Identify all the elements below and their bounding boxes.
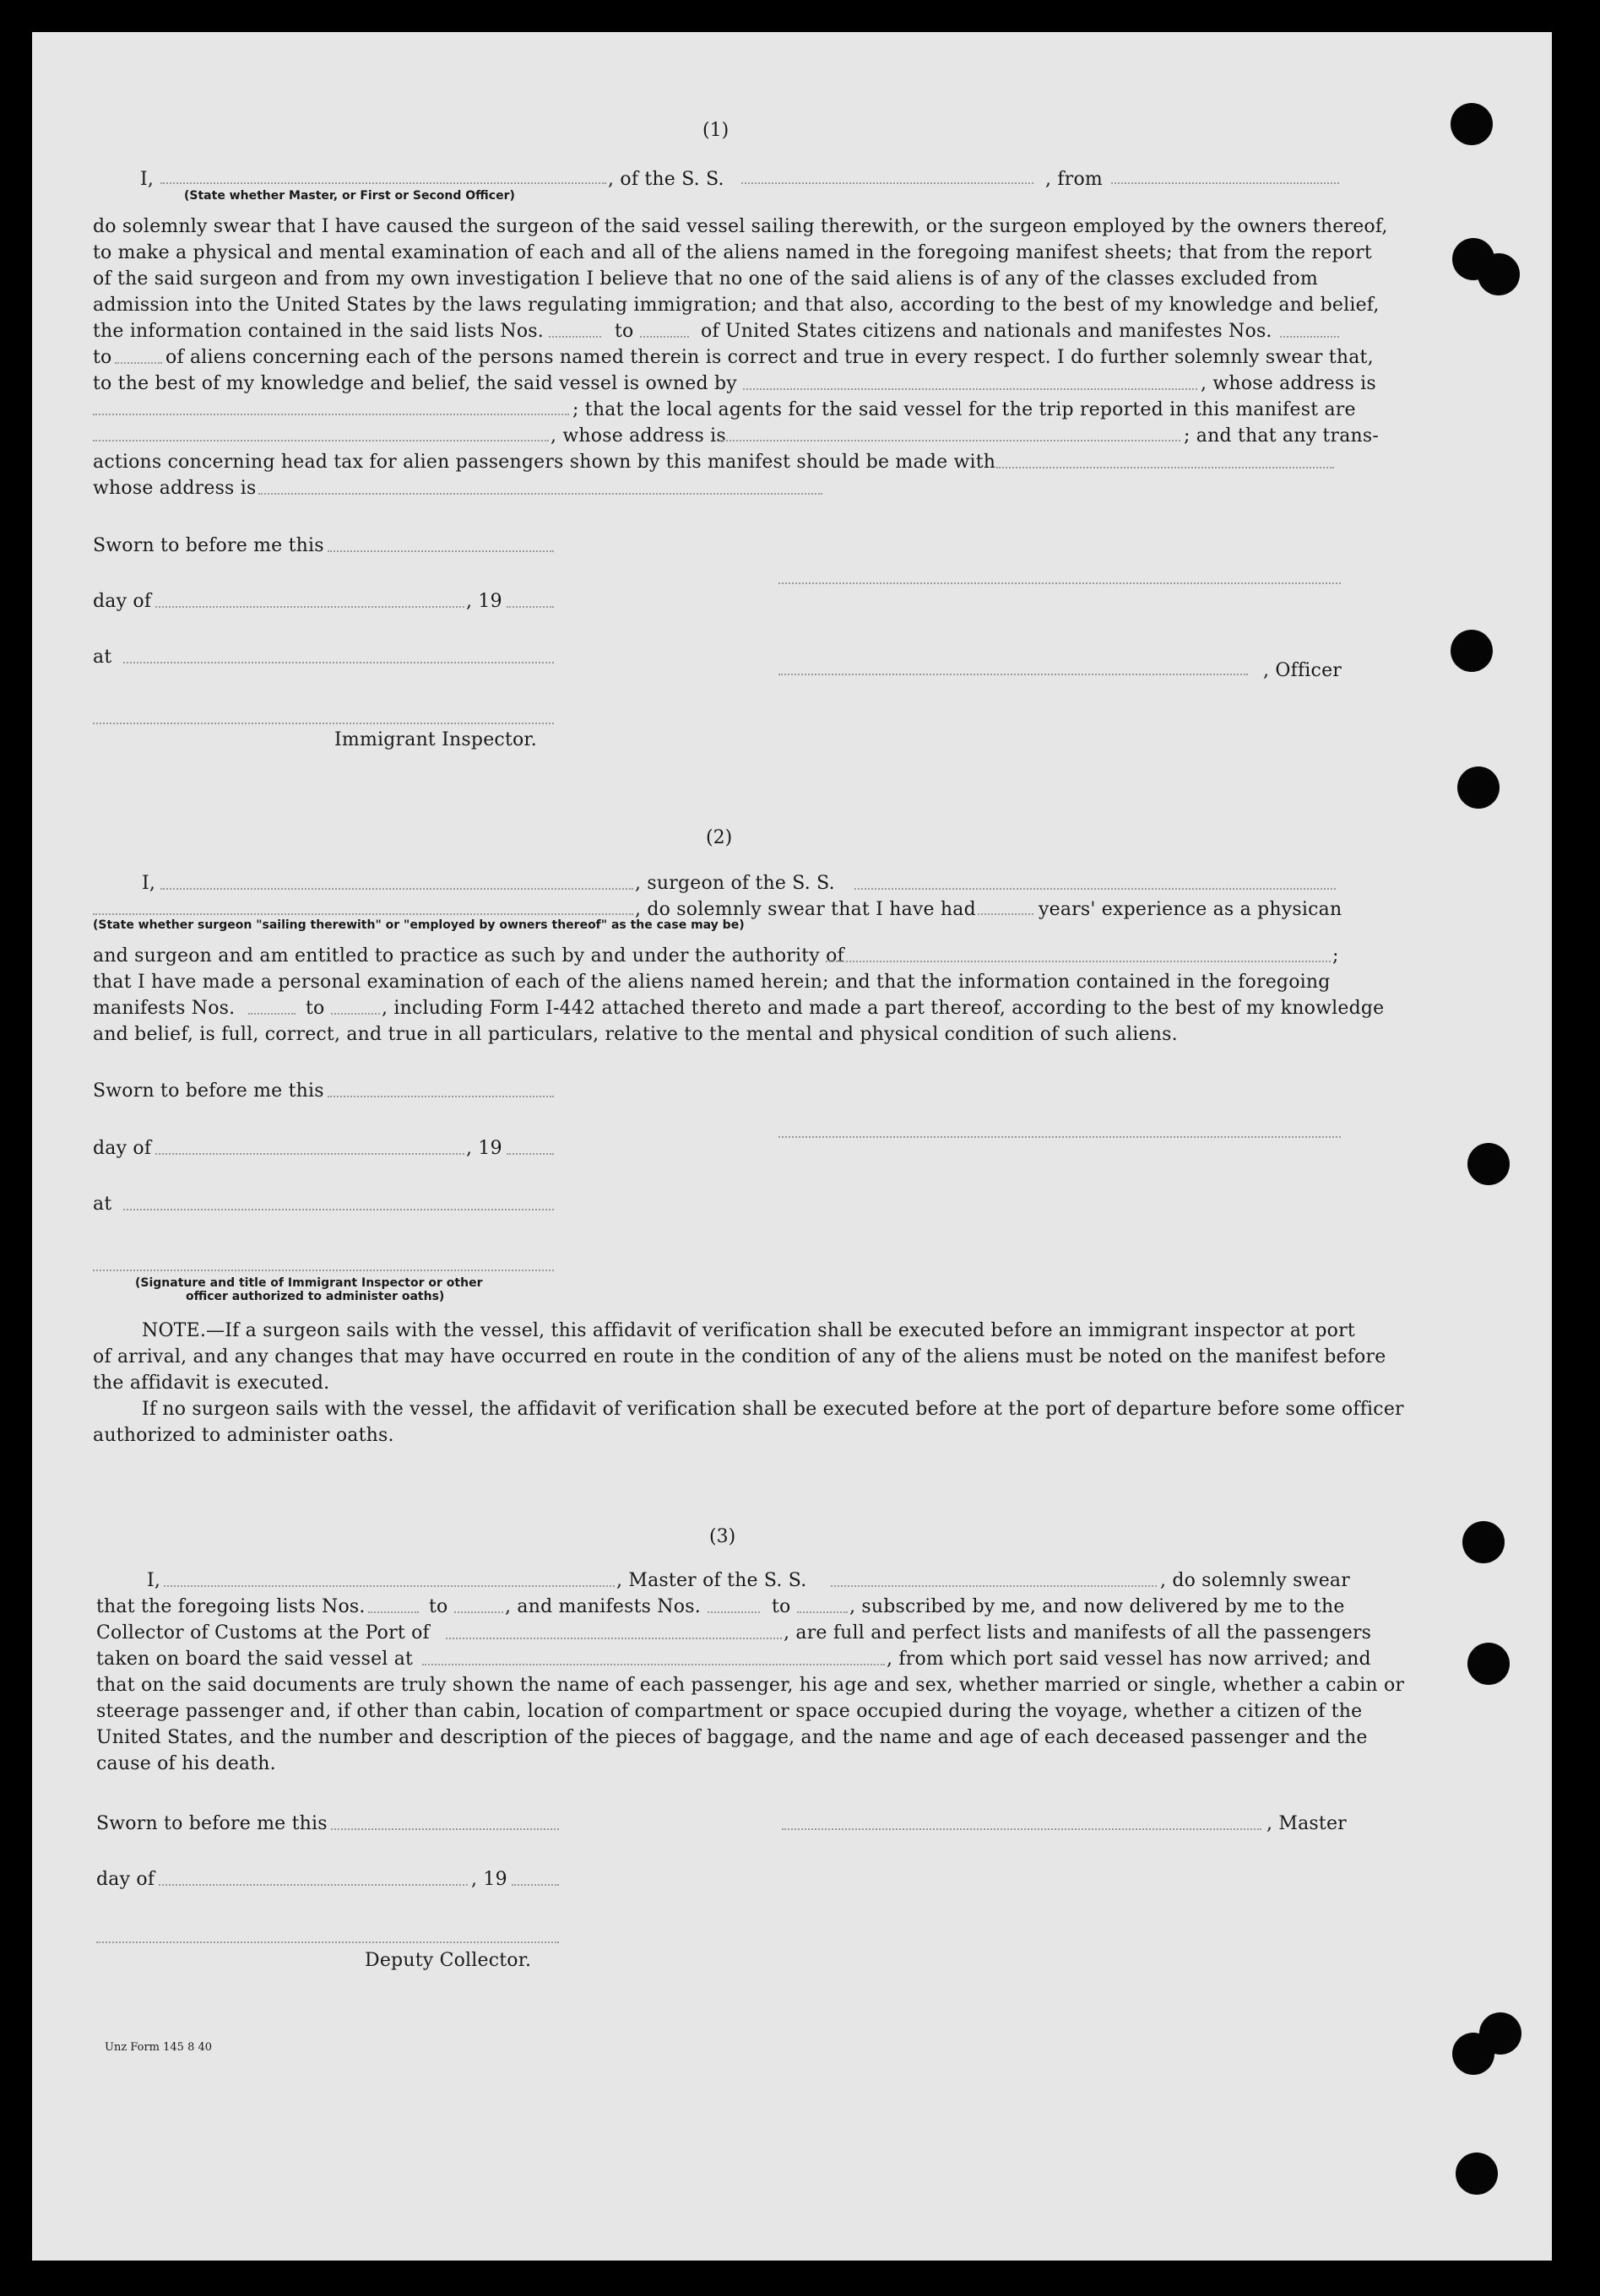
form-number: Unz Form 145 8 40 <box>105 2041 213 2054</box>
s1-headtax-address-blank[interactable] <box>258 493 822 495</box>
s1-line: to make a physical and mental examination of each and all of the aliens named in the foregoing manifest sheets; that from the report <box>93 242 1372 263</box>
s1-officer: , Officer <box>1263 660 1342 681</box>
s1-headtax-blank[interactable] <box>996 467 1334 468</box>
s1-lists-from-blank[interactable] <box>549 336 601 338</box>
note-line: authorized to administer oaths. <box>93 1425 394 1446</box>
s1-info-a: the information contained in the said lists Nos. <box>93 321 544 342</box>
s3-sworn-blank[interactable] <box>331 1828 559 1830</box>
s1-inspector: Immigrant Inspector. <box>334 729 537 750</box>
s1-info-b: of United States citizens and nationals and manifestes Nos. <box>701 321 1272 342</box>
s3-i: I, <box>147 1570 161 1591</box>
s1-at: at <box>93 647 112 668</box>
s3-line: cause of his death. <box>96 1753 276 1774</box>
s3-master-name-blank[interactable] <box>164 1585 615 1587</box>
s2-i: I, <box>142 873 156 894</box>
s3-sworn: Sworn to before me this <box>96 1813 328 1834</box>
s3-taken: taken on board the said vessel at <box>96 1649 414 1670</box>
s2-manifests-to: to <box>306 998 325 1019</box>
s2-day-of: day of <box>93 1138 152 1159</box>
s1-agents: ; that the local agents for the said vessel for the trip reported in this manifest are <box>572 399 1356 420</box>
s2-swear: , do solemnly swear that I have had <box>635 899 976 920</box>
s3-manifests-to-blank[interactable] <box>797 1611 848 1613</box>
note-line: If no surgeon sails with the vessel, the affidavit of verification shall be executed before at the port of departure before some officer <box>142 1399 1404 1420</box>
s3-collector-b: , are full and perfect lists and manifests of all the passengers <box>784 1622 1372 1643</box>
s2-sig-hint-1: (Signature and title of Immigrant Inspector or other <box>135 1276 483 1290</box>
s2-years-blank[interactable] <box>978 913 1033 915</box>
s1-officer-hint: (State whether Master, or First or Second Officer) <box>184 189 515 203</box>
s3-lists-to-blank[interactable] <box>454 1611 503 1613</box>
s3-lists-to: to <box>429 1596 448 1617</box>
punch-hole <box>1467 1643 1510 1685</box>
s1-info-to: to <box>615 321 634 342</box>
s1-nineteen: , 19 <box>466 591 502 612</box>
s1-at-blank[interactable] <box>123 662 554 663</box>
s2-affiliation-blank[interactable] <box>93 913 633 915</box>
punch-hole <box>1478 253 1520 295</box>
s1-signature-line[interactable] <box>778 582 1341 584</box>
s3-line: steerage passenger and, if other than cabin, location of compartment or space occupied during the voyage, whether a citizen of the <box>96 1701 1363 1722</box>
s2-manifests-from-blank[interactable] <box>248 1013 296 1015</box>
s1-to-a: to <box>93 347 112 368</box>
s3-master-of: , Master of the S. S. <box>616 1570 807 1591</box>
s1-owner-address-blank[interactable] <box>93 414 569 415</box>
punch-hole <box>1451 630 1493 672</box>
s2-exam: that I have made a personal examination of each of the aliens named herein; and that the information contained in the foregoing <box>93 972 1331 993</box>
s2-sworn: Sworn to before me this <box>93 1080 324 1102</box>
s1-officer-line[interactable] <box>778 674 1248 675</box>
s2-manifests-b: , including Form I-442 attached thereto and made a part thereof, according to the best of my knowledge <box>382 998 1385 1019</box>
s3-line: that on the said documents are truly shown the name of each passenger, his age and sex, whether married or single, whether a cabin or <box>96 1675 1405 1696</box>
s1-day-of: day of <box>93 591 152 612</box>
s3-lists-a: that the foregoing lists Nos. <box>96 1596 366 1617</box>
s1-trans: ; and that any trans- <box>1184 425 1379 447</box>
s1-agents-address-blank[interactable] <box>719 440 1180 441</box>
section-2-number: (2) <box>706 827 733 848</box>
s1-actions: actions concerning head tax for alien passengers shown by this manifest should be made with <box>93 452 996 473</box>
s2-day-blank[interactable] <box>155 1153 464 1155</box>
s1-of-ss: , of the S. S. <box>608 169 724 190</box>
s3-taken-b: , from which port said vessel has now arrived; and <box>887 1649 1371 1670</box>
s2-surgeon-hint: (State whether surgeon "sailing therewith" or "employed by owners thereof" as the case may be) <box>93 918 745 932</box>
s3-day-of: day of <box>96 1869 155 1890</box>
s3-swear: , do solemnly swear <box>1160 1570 1350 1591</box>
s3-vessel-blank[interactable] <box>831 1585 1157 1587</box>
s2-semicolon: ; <box>1332 945 1339 967</box>
s3-deputy: Deputy Collector. <box>365 1950 532 1971</box>
punch-hole <box>1467 1143 1510 1185</box>
s1-year-blank[interactable] <box>507 606 554 608</box>
s1-lists-to-blank[interactable] <box>640 336 689 338</box>
section-3-number: (3) <box>709 1526 736 1547</box>
s2-sig-hint-2: officer authorized to administer oaths) <box>186 1290 445 1303</box>
s2-surgeon-of: , surgeon of the S. S. <box>635 873 835 894</box>
s1-name-blank[interactable] <box>160 182 606 184</box>
note-line: the affidavit is executed. <box>93 1373 330 1394</box>
punch-hole <box>1456 2152 1498 2195</box>
s1-manifests-to-blank[interactable] <box>115 362 162 364</box>
s3-deputy-line[interactable] <box>96 1941 559 1943</box>
punch-hole <box>1452 2033 1494 2075</box>
s3-lists-b: , and manifests Nos. <box>505 1596 701 1617</box>
s1-whose-address: , whose address is <box>551 425 726 447</box>
s1-agents-blank[interactable] <box>93 440 549 441</box>
s3-collector: Collector of Customs at the Port of <box>96 1622 430 1643</box>
s2-at: at <box>93 1194 112 1215</box>
s3-day-blank[interactable] <box>159 1884 468 1886</box>
s2-inspector-line[interactable] <box>93 1270 554 1271</box>
s2-signature-line[interactable] <box>778 1136 1341 1138</box>
s3-lists-c: , subscribed by me, and now delivered by me to the <box>849 1596 1345 1617</box>
s1-manifests-blank[interactable] <box>1280 336 1339 338</box>
s1-owned-a: to the best of my knowledge and belief, the said vessel is owned by <box>93 373 737 394</box>
s1-i: I, <box>140 169 155 190</box>
s3-manifests-from-blank[interactable] <box>708 1611 760 1613</box>
s2-years: years' experience as a physican <box>1039 899 1342 920</box>
punch-hole <box>1457 766 1500 809</box>
note-line: NOTE.—If a surgeon sails with the vessel, this affidavit of verification shall be executed before an immigrant inspector at port <box>142 1320 1355 1341</box>
s3-year-blank[interactable] <box>512 1884 559 1886</box>
s2-belief: and belief, is full, correct, and true in all particulars, relative to the mental and physical condition of such aliens. <box>93 1024 1178 1045</box>
s1-from: , from <box>1045 169 1103 190</box>
s3-nineteen: , 19 <box>471 1869 507 1890</box>
s1-to-b: of aliens concerning each of the persons named therein is correct and true in every respect. I do further solemnly swear that, <box>165 347 1374 368</box>
s2-authority-blank[interactable] <box>826 961 1331 962</box>
s2-year-blank[interactable] <box>507 1153 554 1155</box>
s2-nineteen: , 19 <box>466 1138 502 1159</box>
punch-hole <box>1462 1521 1505 1563</box>
s1-sworn-blank[interactable] <box>328 550 554 552</box>
s2-manifests-to-blank[interactable] <box>331 1013 380 1015</box>
punch-hole <box>1451 103 1493 145</box>
s2-sworn-blank[interactable] <box>328 1096 554 1097</box>
s1-day-blank[interactable] <box>155 606 464 608</box>
s2-surgeon-name-blank[interactable] <box>160 888 633 890</box>
s3-lists-to2: to <box>772 1596 791 1617</box>
s2-authority: and surgeon and am entitled to practice as such by and under the authority of <box>93 945 844 967</box>
s1-line: do solemnly swear that I have caused the surgeon of the said vessel sailing therewith, or the surgeon employed by the owners thereof, <box>93 216 1388 237</box>
s1-inspector-line[interactable] <box>93 723 554 724</box>
s1-line: admission into the United States by the laws regulating immigration; and that also, according to the best of my knowledge and belief, <box>93 295 1380 316</box>
s3-master-signature-line[interactable] <box>782 1828 1261 1830</box>
s2-manifests-a: manifests Nos. <box>93 998 236 1019</box>
s3-taken-blank[interactable] <box>422 1664 885 1665</box>
s1-line: of the said surgeon and from my own investigation I believe that no one of the said aliens is of any of the classes excluded from <box>93 268 1318 290</box>
s2-vessel-blank[interactable] <box>854 888 1336 890</box>
s2-at-blank[interactable] <box>123 1209 554 1210</box>
s1-owner-blank[interactable] <box>743 388 1197 390</box>
s3-lists-from-blank[interactable] <box>368 1611 419 1613</box>
s1-owned-b: , whose address is <box>1201 373 1376 394</box>
s1-vessel-blank[interactable] <box>741 182 1033 184</box>
s3-line: United States, and the number and description of the pieces of baggage, and the name and age of each deceased passenger and the <box>96 1727 1368 1748</box>
note-line: of arrival, and any changes that may have occurred en route in the condition of any of the aliens must be noted on the manifest before <box>93 1346 1386 1367</box>
s3-master: , Master <box>1266 1813 1347 1834</box>
s3-port-blank[interactable] <box>446 1638 782 1639</box>
section-1-number: (1) <box>702 120 729 141</box>
s1-from-blank[interactable] <box>1111 182 1339 184</box>
s1-whose-address-is: whose address is <box>93 478 257 499</box>
s1-sworn: Sworn to before me this <box>93 535 324 556</box>
form-page <box>32 32 1552 2261</box>
